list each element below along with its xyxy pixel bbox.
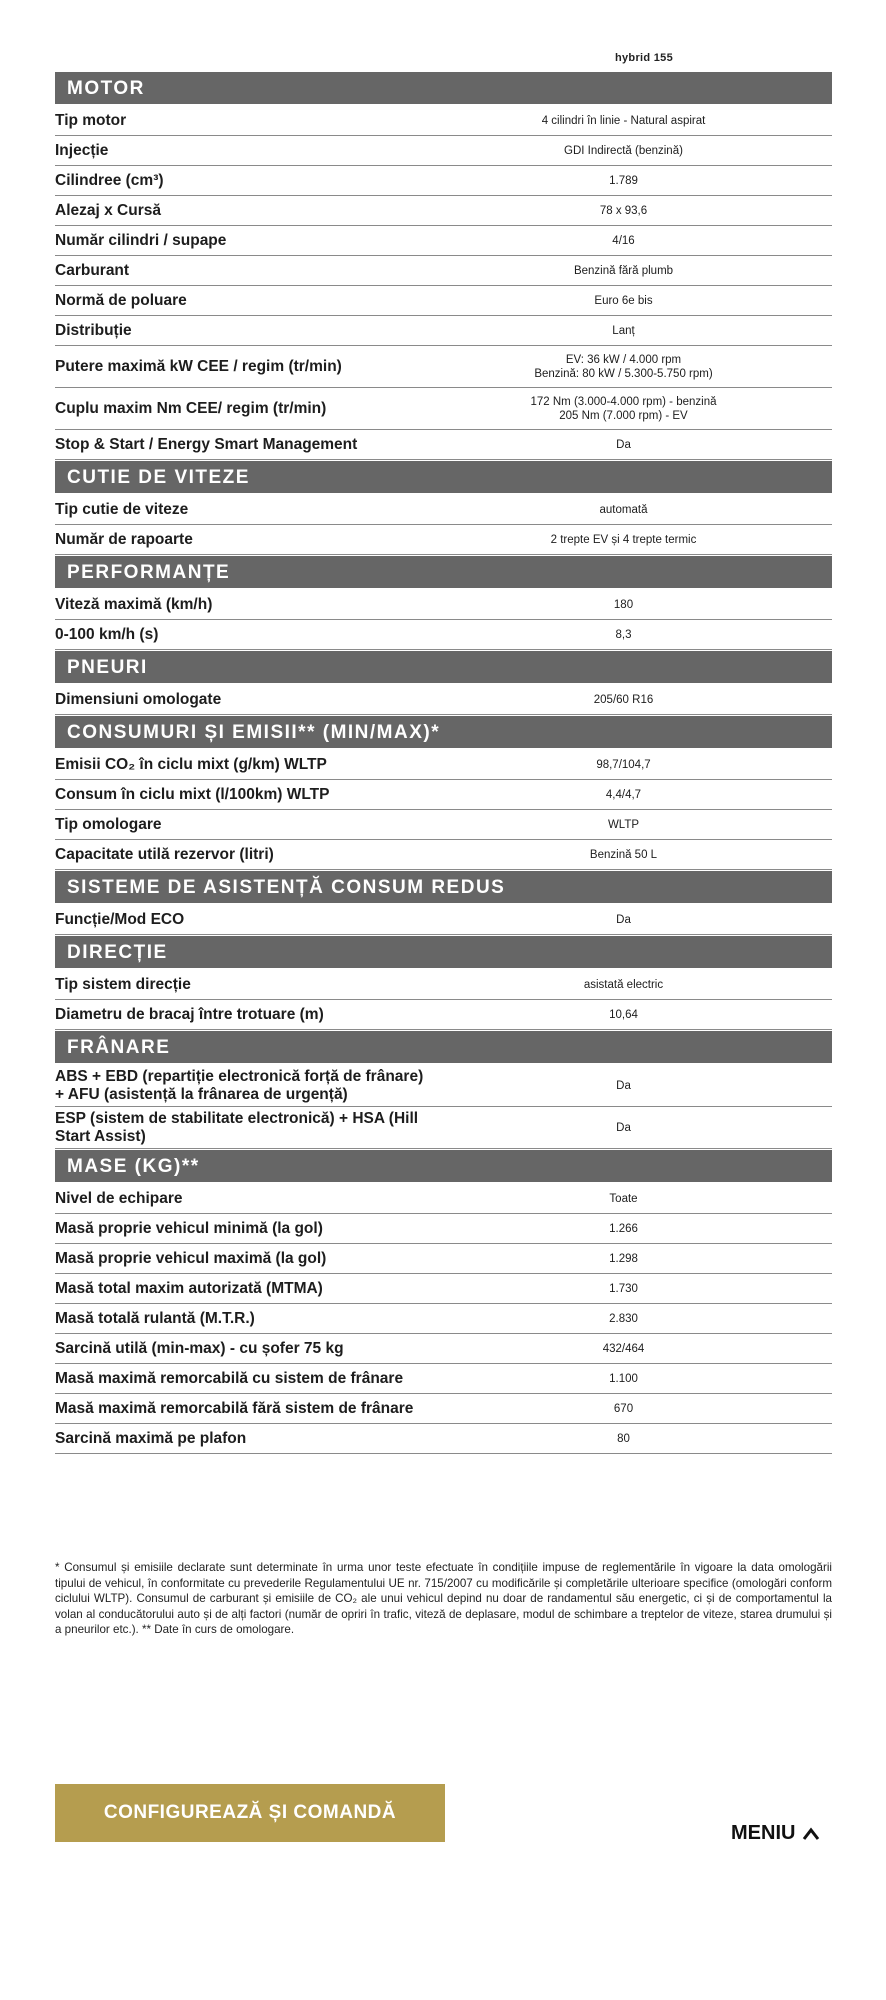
spec-value: EV: 36 kW / 4.000 rpm Benzină: 80 kW / 5.300-5.750 rpm) bbox=[534, 353, 713, 380]
spec-value: GDI Indirectă (benzină) bbox=[564, 144, 683, 157]
spec-label: Diametru de bracaj între trotuare (m) bbox=[55, 1005, 324, 1023]
spec-label: Tip omologare bbox=[55, 815, 162, 833]
spec-value: 180 bbox=[613, 598, 634, 611]
spec-value: 80 bbox=[617, 1432, 630, 1445]
section-header: PERFORMANȚE bbox=[55, 556, 832, 588]
spec-row bbox=[55, 620, 832, 650]
section-header: MASE (KG)** bbox=[55, 1150, 832, 1182]
spec-value: Da bbox=[616, 1079, 631, 1092]
spec-sheet bbox=[55, 52, 832, 1454]
spec-row bbox=[55, 1065, 832, 1107]
spec-value: Da bbox=[616, 913, 631, 926]
section-header: CONSUMURI ȘI EMISII** (MIN/MAX)* bbox=[55, 716, 832, 748]
spec-value: Da bbox=[616, 1121, 631, 1134]
spec-row bbox=[55, 1244, 832, 1274]
spec-row bbox=[55, 750, 832, 780]
spec-row bbox=[55, 1424, 832, 1454]
spec-row bbox=[55, 495, 832, 525]
spec-value: 205/60 R16 bbox=[593, 693, 654, 706]
spec-label: Putere maximă kW CEE / regim (tr/min) bbox=[55, 357, 342, 375]
spec-value: 4,4/4,7 bbox=[605, 788, 642, 801]
spec-value: Da bbox=[616, 438, 631, 451]
spec-row bbox=[55, 166, 832, 196]
section-header: PNEURI bbox=[55, 651, 832, 683]
spec-row bbox=[55, 388, 832, 430]
spec-label: Masă maximă remorcabilă fără sistem de frânare bbox=[55, 1399, 414, 1417]
column-header bbox=[55, 52, 832, 66]
spec-label: Funcție/Mod ECO bbox=[55, 910, 185, 928]
spec-row bbox=[55, 1107, 832, 1149]
spec-value: asistată electric bbox=[583, 978, 664, 991]
spec-value: 670 bbox=[613, 1402, 634, 1415]
spec-value: 1.298 bbox=[609, 1252, 638, 1265]
spec-value: Benzină 50 L bbox=[589, 848, 658, 861]
spec-row bbox=[55, 136, 832, 166]
spec-label: Nivel de echipare bbox=[55, 1189, 183, 1207]
spec-row bbox=[55, 525, 832, 555]
section-header: CUTIE DE VITEZE bbox=[55, 461, 832, 493]
spec-value: 2 trepte EV și 4 trepte termic bbox=[550, 533, 697, 546]
spec-row bbox=[55, 286, 832, 316]
spec-label: Masă maximă remorcabilă cu sistem de frânare bbox=[55, 1369, 404, 1387]
spec-row bbox=[55, 1304, 832, 1334]
spec-label: Număr de rapoarte bbox=[55, 530, 193, 548]
spec-label: Injecție bbox=[55, 141, 109, 159]
spec-value: WLTP bbox=[607, 818, 640, 831]
spec-label: Tip cutie de viteze bbox=[55, 500, 189, 518]
spec-row bbox=[55, 1000, 832, 1030]
spec-label: Tip sistem direcție bbox=[55, 975, 191, 993]
spec-row bbox=[55, 1394, 832, 1424]
section-header: SISTEME DE ASISTENȚĂ CONSUM REDUS bbox=[55, 871, 832, 903]
spec-row bbox=[55, 346, 832, 388]
spec-value: Toate bbox=[609, 1192, 638, 1205]
spec-row bbox=[55, 780, 832, 810]
spec-row bbox=[55, 1364, 832, 1394]
spec-label: Sarcină maximă pe plafon bbox=[55, 1429, 247, 1447]
spec-label: 0-100 km/h (s) bbox=[55, 625, 159, 643]
spec-label: ESP (sistem de stabilitate electronică) + HSA (Hill Start Assist) bbox=[55, 1109, 419, 1145]
spec-value: 1.100 bbox=[609, 1372, 638, 1385]
spec-value: 172 Nm (3.000-4.000 rpm) - benzină 205 Nm (7.000 rpm) - EV bbox=[530, 395, 717, 422]
spec-label: Tip motor bbox=[55, 111, 127, 129]
spec-value: 4/16 bbox=[612, 234, 635, 247]
spec-value: 1.730 bbox=[609, 1282, 638, 1295]
spec-label: Sarcină utilă (min-max) - cu șofer 75 kg bbox=[55, 1339, 344, 1357]
spec-label: Normă de poluare bbox=[55, 291, 187, 309]
spec-value: 98,7/104,7 bbox=[596, 758, 651, 771]
spec-row bbox=[55, 1334, 832, 1364]
spec-sections bbox=[55, 72, 832, 1454]
menu-button[interactable] bbox=[731, 1822, 821, 1845]
spec-row bbox=[55, 1214, 832, 1244]
spec-value: Euro 6e bis bbox=[594, 294, 653, 307]
section-header: FRÂNARE bbox=[55, 1031, 832, 1063]
spec-label: ABS + EBD (repartiție electronică forță de frânare) + AFU (asistență la frânarea de urgență) bbox=[55, 1067, 424, 1103]
section-header: DIRECȚIE bbox=[55, 936, 832, 968]
spec-row bbox=[55, 430, 832, 460]
spec-label: Cuplu maxim Nm CEE/ regim (tr/min) bbox=[55, 399, 327, 417]
spec-label: Consum în ciclu mixt (l/100km) WLTP bbox=[55, 785, 330, 803]
spec-row bbox=[55, 256, 832, 286]
spec-row bbox=[55, 970, 832, 1000]
spec-label: Masă total maxim autorizată (MTMA) bbox=[55, 1279, 323, 1297]
spec-label: Masă proprie vehicul minimă (la gol) bbox=[55, 1219, 323, 1237]
spec-label: Capacitate utilă rezervor (litri) bbox=[55, 845, 274, 863]
spec-label: Distribuție bbox=[55, 321, 132, 339]
spec-row bbox=[55, 196, 832, 226]
spec-row bbox=[55, 590, 832, 620]
spec-value: 1.789 bbox=[609, 174, 638, 187]
spec-value: 8,3 bbox=[615, 628, 632, 641]
spec-value: Lanț bbox=[612, 324, 635, 337]
spec-value: 4 cilindri în linie - Natural aspirat bbox=[541, 114, 706, 127]
spec-label: Carburant bbox=[55, 261, 130, 279]
spec-row bbox=[55, 1274, 832, 1304]
spec-value: Benzină fără plumb bbox=[573, 264, 674, 277]
spec-value: automată bbox=[599, 503, 648, 516]
spec-label: Masă proprie vehicul maximă (la gol) bbox=[55, 1249, 327, 1267]
menu-label: MENIU bbox=[731, 1822, 796, 1844]
spec-label: Alezaj x Cursă bbox=[55, 201, 161, 219]
spec-value: 78 x 93,6 bbox=[599, 204, 648, 217]
spec-label: Stop & Start / Energy Smart Management bbox=[55, 435, 358, 453]
footnote: * Consumul și emisiile declarate sunt determinate în urma unor teste efectuate în condițiile impuse de reglementările în vigoare la data omologării tipului de vehicul, în conformitate cu prevederile Regulamentului UE nr. 715/2007 cu modificările și completările ulterioare specifice (omologări conform ciclului WLTP). Consumul de carburant și emisiile de CO₂ ale unui vehicul depind nu doar de randamentul său energetic, ci și de comportamentul la volan al conducătorului auto și de alți factori (număr de opriri în trafic, viteză de deplasare, modul de schimbare a treptelor de viteze, starea drumului și a pneurilor etc.). ** Date în curs de omologare. bbox=[55, 1561, 832, 1636]
spec-row bbox=[55, 810, 832, 840]
spec-row bbox=[55, 905, 832, 935]
spec-label: Dimensiuni omologate bbox=[55, 690, 222, 708]
configure-order-button[interactable]: CONFIGUREAZĂ ȘI COMANDĂ bbox=[55, 1784, 445, 1842]
spec-row bbox=[55, 226, 832, 256]
spec-value: 10,64 bbox=[609, 1008, 638, 1021]
spec-row bbox=[55, 1184, 832, 1214]
spec-row bbox=[55, 106, 832, 136]
spec-label: Masă totală rulantă (M.T.R.) bbox=[55, 1309, 255, 1327]
spec-label: Cilindree (cm³) bbox=[55, 171, 164, 189]
spec-value: 432/464 bbox=[602, 1342, 645, 1355]
spec-label: Viteză maximă (km/h) bbox=[55, 595, 213, 613]
section-header: MOTOR bbox=[55, 72, 832, 104]
spec-value: 1.266 bbox=[609, 1222, 638, 1235]
version-label: hybrid 155 bbox=[615, 52, 674, 64]
spec-label: Emisii CO₂ în ciclu mixt (g/km) WLTP bbox=[55, 755, 327, 773]
spec-label: Număr cilindri / supape bbox=[55, 231, 227, 249]
spec-row bbox=[55, 840, 832, 870]
spec-value: 2.830 bbox=[609, 1312, 638, 1325]
chevron-up-icon bbox=[801, 1826, 821, 1842]
spec-row bbox=[55, 316, 832, 346]
spec-row bbox=[55, 685, 832, 715]
